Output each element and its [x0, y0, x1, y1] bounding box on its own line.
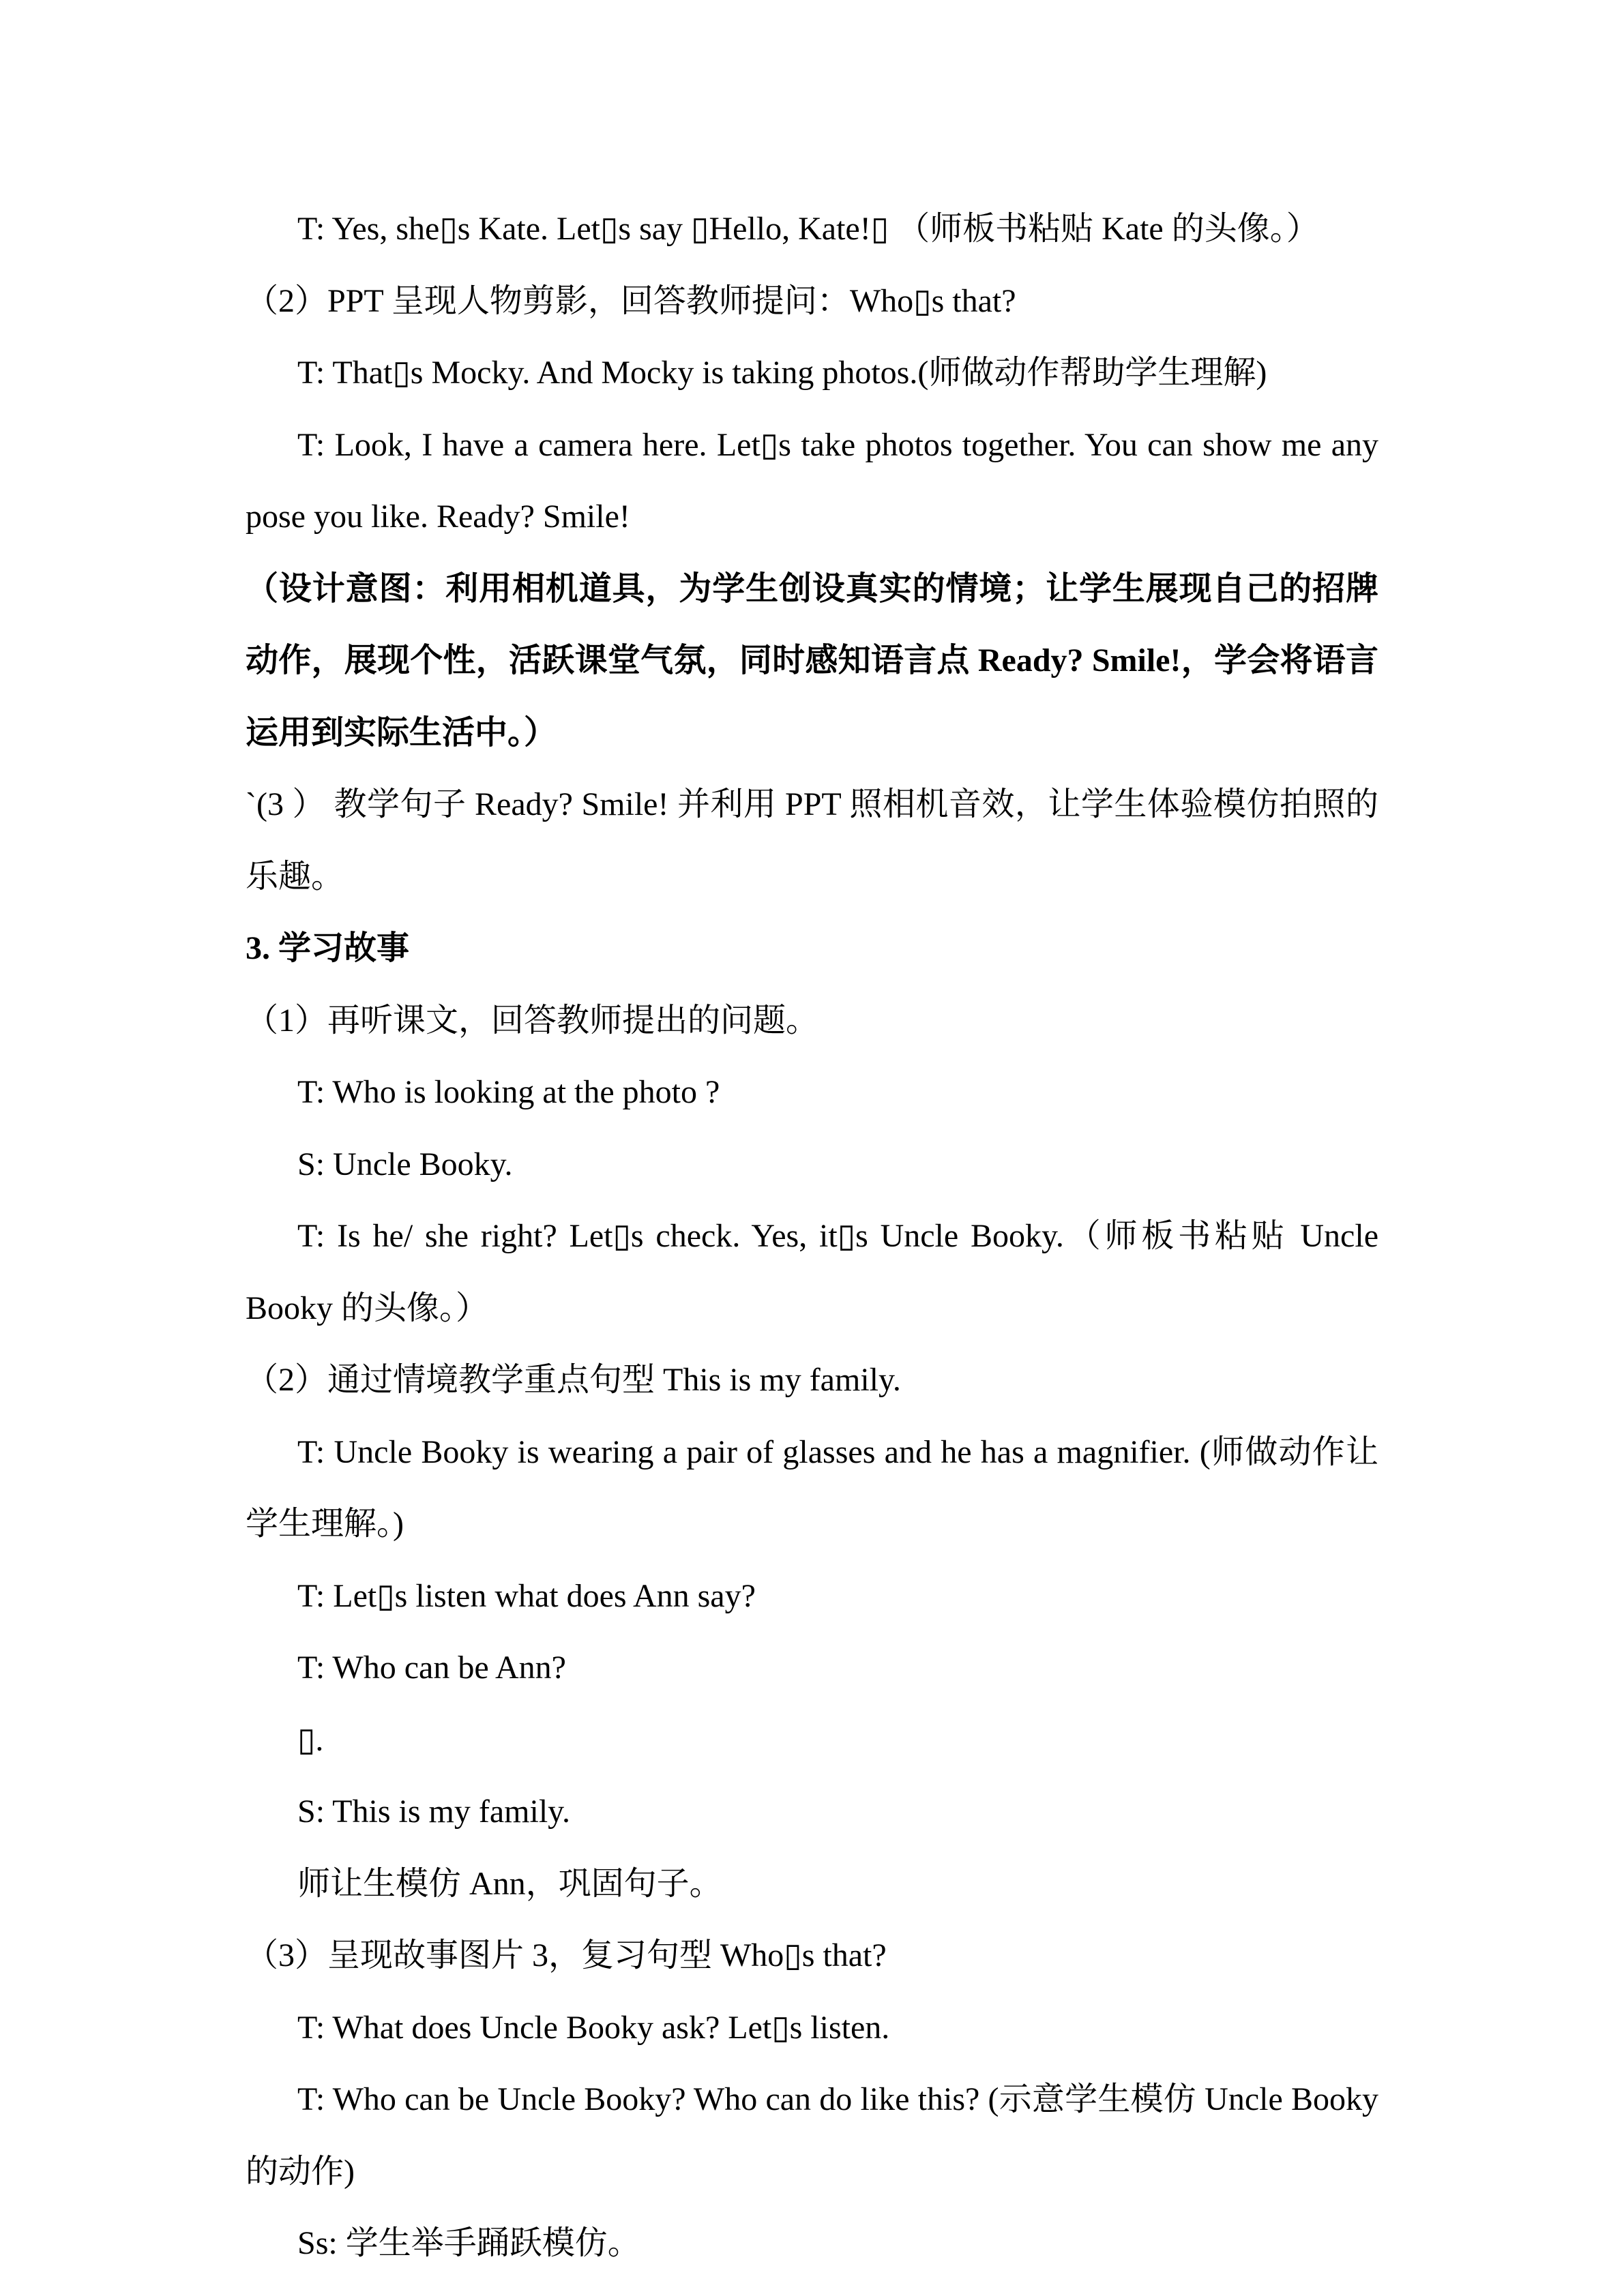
text-line-13: T: Who is looking at the photo ?	[297, 1074, 720, 1110]
text-line-3: T: That▯s Mocky. And Mocky is taking photos.(师做动作帮助学生理解)	[297, 355, 1267, 391]
text-line-22: ▯.	[297, 1721, 324, 1758]
text-line-23: S: This is my family.	[297, 1793, 571, 1830]
text-line-7: 动作，展现个性，活跃课堂气氛，同时感知语言点 Ready? Smile!，学会将语言	[246, 642, 1378, 679]
text-line-25: （3）呈现故事图片 3，复习句型 Who▯s that?	[246, 1937, 887, 1973]
text-line-8: 运用到实际生活中。）	[246, 714, 557, 751]
text-line-18: T: Uncle Booky is wearing a pair of glasses and he has a magnifier. (师做动作让	[297, 1433, 1378, 1470]
text-line-10: 乐趣。	[246, 858, 344, 895]
text-line-9: `(3 ） 教学句子 Ready? Smile! 并利用 PPT 照相机音效，让学生体验模仿拍照的	[246, 786, 1378, 822]
document-content	[246, 193, 1378, 2280]
text-line-11: 3. 学习故事	[246, 930, 410, 966]
text-line-15: T: Is he/ she right? Let▯s check. Yes, it▯s Uncle Booky.（师板书粘贴 Uncle	[297, 1218, 1378, 1254]
text-line-19: 学生理解。)	[246, 1506, 404, 1542]
text-line-28: 的动作)	[246, 2153, 355, 2190]
text-line-24: 师让生模仿 Ann，巩固句子。	[297, 1865, 722, 1902]
text-line-26: T: What does Uncle Booky ask? Let▯s listen.	[297, 2009, 890, 2046]
text-line-16: Booky 的头像。）	[246, 1289, 489, 1326]
text-line-5: pose you like. Ready? Smile!	[246, 498, 630, 535]
text-line-29: Ss: 学生举手踊跃模仿。	[297, 2225, 640, 2261]
text-line-17: （2）通过情境教学重点句型 This is my family.	[246, 1362, 901, 1398]
text-line-4: T: Look, I have a camera here. Let▯s take photos together. You can show me any	[297, 426, 1378, 463]
text-line-1: T: Yes, she▯s Kate. Let▯s say ▯Hello, Kate!▯ （师板书粘贴 Kate 的头像。）	[297, 211, 1319, 247]
text-line-14: S: Uncle Booky.	[297, 1146, 513, 1182]
text-line-2: （2）PPT 呈现人物剪影，回答教师提问：Who▯s that?	[246, 282, 1016, 319]
text-line-21: T: Who can be Ann?	[297, 1650, 566, 1686]
text-line-12: （1）再听课文，回答教师提出的问题。	[246, 1002, 819, 1039]
text-line-20: T: Let▯s listen what does Ann say?	[297, 1577, 756, 1614]
text-line-6: （设计意图：利用相机道具，为学生创设真实的情境；让学生展现自己的招牌	[246, 570, 1378, 607]
text-line-27: T: Who can be Uncle Booky? Who can do like this? (示意学生模仿 Uncle Booky	[297, 2081, 1378, 2117]
